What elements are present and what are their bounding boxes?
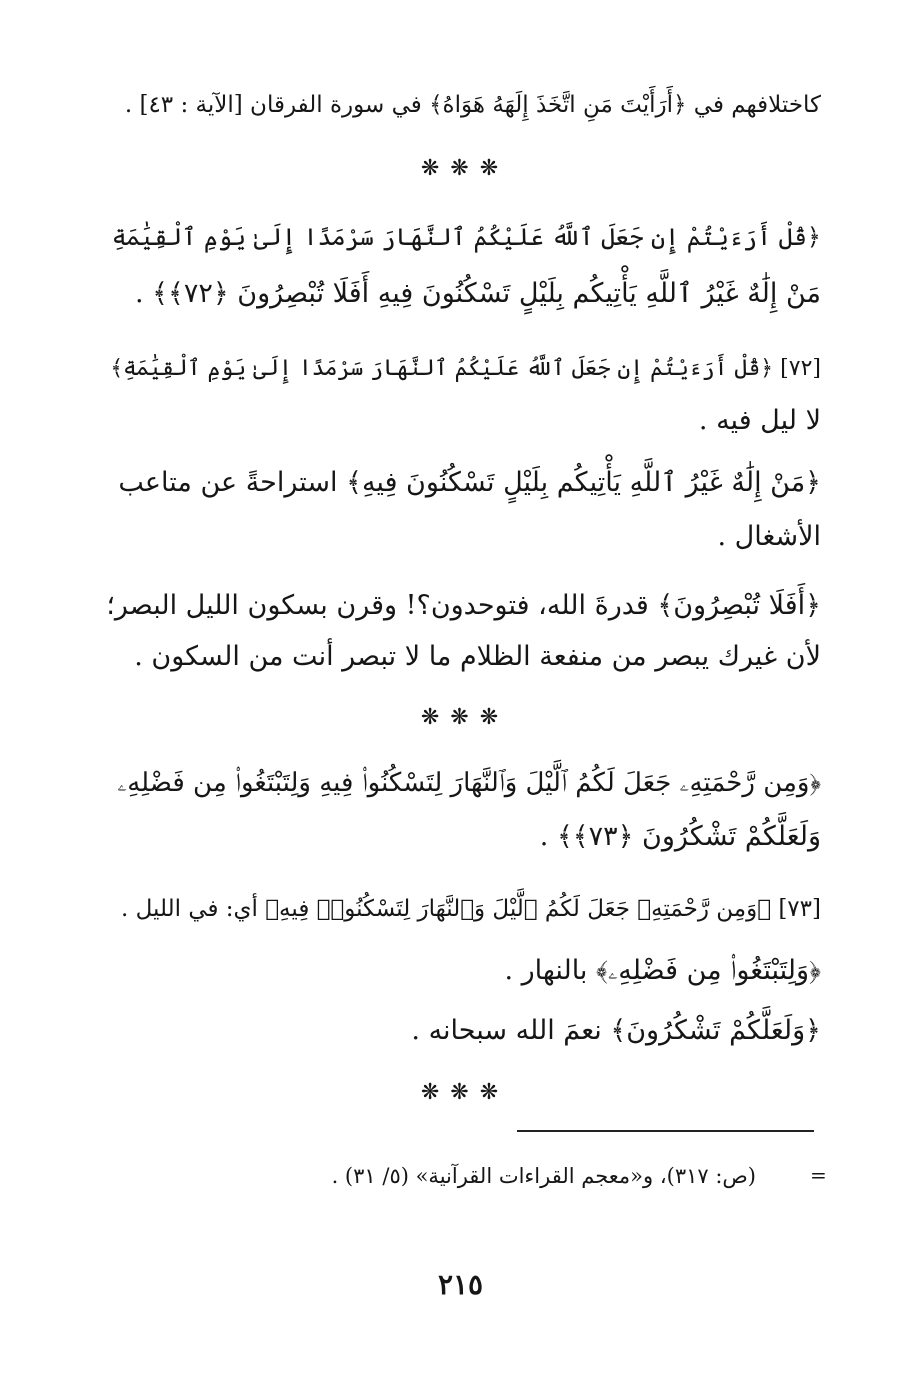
footnote-text: (ص: ٣١٧)، و«معجم القراءات القرآنية» (٥/ ٣١) . <box>331 1164 756 1188</box>
commentary-73-line-3: ﴿وَلَعَلَّكُمْ تَشْكُرُونَ﴾ نعمَ الله سبحانه . <box>411 1015 821 1046</box>
page-number: ٢١٥ <box>437 1268 484 1301</box>
commentary-73-line-1: [٧٣] ﴿وَمِن رَّحْمَتِهِۦ جَعَلَ لَكُمُ ٱلَّيْلَ وَٱلنَّهَارَ لِتَسْكُنُوا۟ فِيهِ﴾ أي: في الليل . <box>121 896 821 922</box>
commentary-72-line-2: لا ليل فيه . <box>698 405 821 436</box>
section-separator: ❋ ❋ ❋ <box>420 156 501 181</box>
footnote-divider <box>517 1130 814 1132</box>
verse-73-line-2: وَلَعَلَّكُمْ تَشْكُرُونَ ﴿٧٣﴾﴾ . <box>539 821 821 852</box>
verse-73-line-1: ﴿وَمِن رَّحْمَتِهِۦ جَعَلَ لَكُمُ ٱلَّيْلَ وَٱلنَّهَارَ لِتَسْكُنُوا۟ فِيهِ وَلِتَبْتَغُوا۟ مِن فَضْلِهِۦ <box>117 768 821 798</box>
text-line-1: كاختلافهم في ﴿أَرَأَيْتَ مَنِ اتَّخَذَ إِلَهَهُ هَوَاهُ﴾ في سورة الفرقان [الآية : ٤٣] . <box>124 92 821 118</box>
footnote-continuation-mark: = <box>810 1163 827 1187</box>
section-separator: ❋ ❋ ❋ <box>420 1080 501 1105</box>
commentary-72-line-1: [٧٢] ﴿قُلْ أَرَءَيْتُمْ إِن جَعَلَ ٱللَّهُ عَلَيْكُمُ ٱلنَّهَارَ سَرْمَدًا إِلَىٰ يَوْمِ ٱلْقِيَٰمَةِ﴾ <box>110 356 821 381</box>
commentary-72-line-6: لأن غيرك يبصر من منفعة الظلام ما لا تبصر أنت من السكون . <box>134 641 821 672</box>
commentary-73-line-2: ﴿وَلِتَبْتَغُوا۟ مِن فَضْلِهِۦ﴾ بالنهار . <box>504 955 821 986</box>
section-separator: ❋ ❋ ❋ <box>420 705 501 730</box>
verse-72-line-2: مَنْ إِلَٰهٌ غَيْرُ ٱللَّهِ يَأْتِيكُم بِلَيْلٍ تَسْكُنُونَ فِيهِ أَفَلَا تُبْصِرُونَ ﴿٧٢﴾﴾ . <box>135 278 821 309</box>
commentary-72-line-4: الأشغال . <box>717 521 821 552</box>
verse-72-line-1: ﴿قُلْ أَرَءَيْتُمْ إِن جَعَلَ ٱللَّهُ عَلَيْكُمُ ٱلنَّهَارَ سَرْمَدًا إِلَىٰ يَوْمِ ٱلْقِيَٰمَةِ <box>111 223 821 251</box>
commentary-72-line-3: ﴿مَنْ إِلَٰهٌ غَيْرُ ٱللَّهِ يَأْتِيكُم بِلَيْلٍ تَسْكُنُونَ فِيهِ﴾ استراحةً عن متاعب <box>118 467 821 498</box>
commentary-72-line-5: ﴿أَفَلَا تُبْصِرُونَ﴾ قدرةَ الله، فتوحدون؟! وقرن بسكون الليل البصر؛ <box>106 590 821 621</box>
